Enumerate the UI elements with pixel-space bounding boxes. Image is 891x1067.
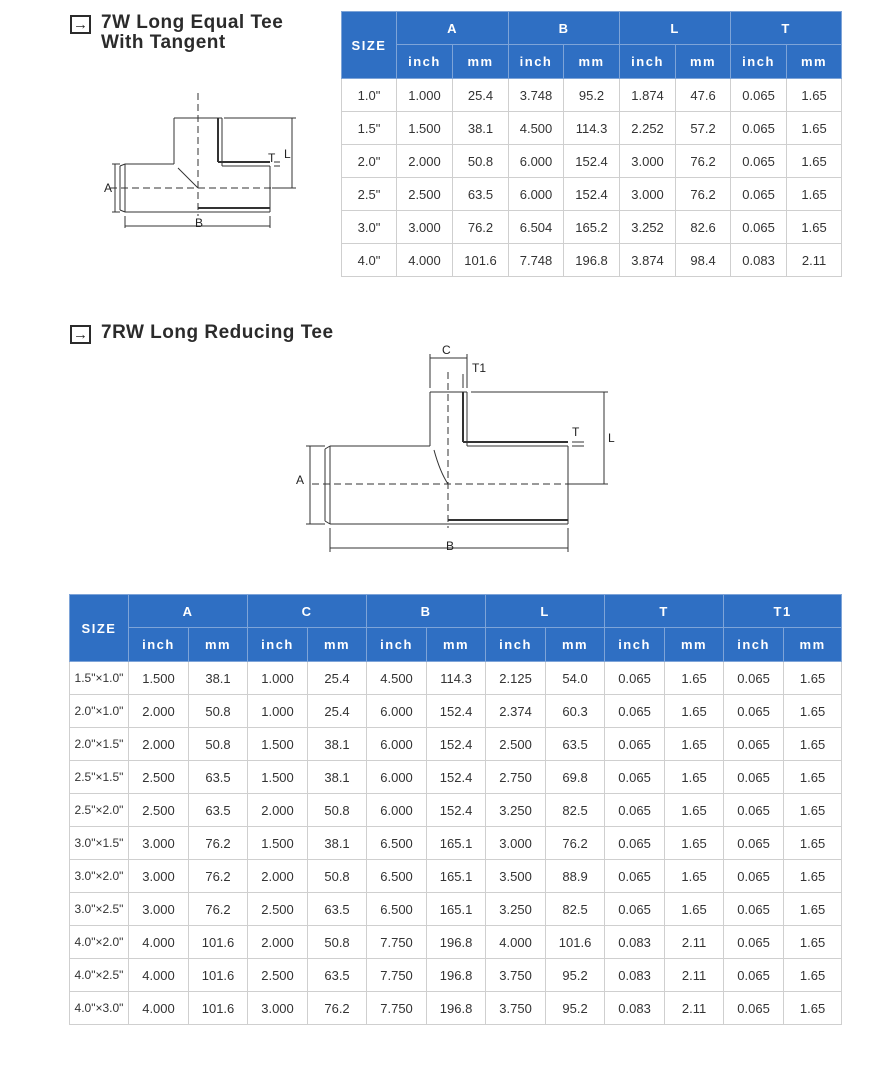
value-cell: 152.4 <box>564 178 620 211</box>
table-row <box>70 761 842 794</box>
value-cell: 50.8 <box>308 794 367 827</box>
unit-header: inch <box>724 628 784 662</box>
value-cell: 152.4 <box>564 145 620 178</box>
unit-header: inch <box>509 45 564 79</box>
unit-header: mm <box>189 628 248 662</box>
value-cell: 76.2 <box>189 827 248 860</box>
value-cell: 0.065 <box>724 893 784 926</box>
value-cell: 25.4 <box>453 79 509 112</box>
table-row <box>70 992 842 1025</box>
value-cell: 196.8 <box>427 992 486 1025</box>
value-cell: 165.1 <box>427 827 486 860</box>
value-cell: 1.65 <box>665 695 724 728</box>
value-cell: 1.65 <box>784 992 842 1025</box>
value-cell: 1.65 <box>784 827 842 860</box>
group-header: A <box>129 595 248 628</box>
size-cell: 3.0" <box>342 211 397 244</box>
table-row <box>342 178 842 211</box>
value-cell: 1.65 <box>665 827 724 860</box>
value-cell: 2.000 <box>129 695 189 728</box>
value-cell: 1.65 <box>665 728 724 761</box>
size-cell: 4.0"×3.0" <box>70 992 129 1025</box>
value-cell: 76.2 <box>453 211 509 244</box>
unit-header: inch <box>129 628 189 662</box>
value-cell: 0.083 <box>605 992 665 1025</box>
value-cell: 95.2 <box>564 79 620 112</box>
value-cell: 6.000 <box>367 794 427 827</box>
value-cell: 2.11 <box>787 244 842 277</box>
unit-header: inch <box>486 628 546 662</box>
table-row <box>70 827 842 860</box>
group-header: A <box>397 12 509 45</box>
value-cell: 1.000 <box>248 662 308 695</box>
value-cell: 7.750 <box>367 959 427 992</box>
value-cell: 165.2 <box>564 211 620 244</box>
value-cell: 2.11 <box>665 992 724 1025</box>
value-cell: 6.000 <box>367 728 427 761</box>
value-cell: 0.065 <box>605 662 665 695</box>
value-cell: 63.5 <box>453 178 509 211</box>
value-cell: 196.8 <box>427 926 486 959</box>
value-cell: 82.6 <box>676 211 731 244</box>
table-row <box>70 662 842 695</box>
value-cell: 1.500 <box>397 112 453 145</box>
size-cell: 1.5"×1.0" <box>70 662 129 695</box>
unit-header: mm <box>784 628 842 662</box>
value-cell: 57.2 <box>676 112 731 145</box>
value-cell: 0.065 <box>731 211 787 244</box>
value-cell: 50.8 <box>189 728 248 761</box>
size-cell: 2.0"×1.5" <box>70 728 129 761</box>
value-cell: 76.2 <box>676 178 731 211</box>
size-cell: 1.0" <box>342 79 397 112</box>
value-cell: 0.065 <box>724 992 784 1025</box>
value-cell: 38.1 <box>308 827 367 860</box>
value-cell: 2.500 <box>248 959 308 992</box>
value-cell: 63.5 <box>546 728 605 761</box>
value-cell: 0.065 <box>731 79 787 112</box>
value-cell: 76.2 <box>546 827 605 860</box>
value-cell: 2.500 <box>486 728 546 761</box>
value-cell: 76.2 <box>676 145 731 178</box>
value-cell: 1.500 <box>129 662 189 695</box>
section1-title <box>70 13 283 53</box>
equal-tee-drawing <box>100 88 310 233</box>
group-header: T <box>731 12 842 45</box>
group-header: B <box>367 595 486 628</box>
value-cell: 2.000 <box>129 728 189 761</box>
unit-header: mm <box>665 628 724 662</box>
value-cell: 3.874 <box>620 244 676 277</box>
value-cell: 101.6 <box>189 959 248 992</box>
group-header: C <box>248 595 367 628</box>
value-cell: 4.000 <box>486 926 546 959</box>
value-cell: 6.000 <box>367 695 427 728</box>
value-cell: 1.65 <box>787 178 842 211</box>
value-cell: 38.1 <box>308 761 367 794</box>
value-cell: 1.65 <box>665 794 724 827</box>
label-a: A <box>296 473 305 487</box>
value-cell: 3.000 <box>486 827 546 860</box>
value-cell: 0.065 <box>724 662 784 695</box>
label-l: L <box>284 147 291 161</box>
unit-header: mm <box>308 628 367 662</box>
value-cell: 2.252 <box>620 112 676 145</box>
table-row <box>70 728 842 761</box>
value-cell: 1.65 <box>665 761 724 794</box>
size-cell: 2.5"×1.5" <box>70 761 129 794</box>
value-cell: 76.2 <box>308 992 367 1025</box>
value-cell: 2.000 <box>397 145 453 178</box>
value-cell: 2.374 <box>486 695 546 728</box>
value-cell: 1.500 <box>248 827 308 860</box>
value-cell: 3.750 <box>486 959 546 992</box>
size-cell: 3.0"×2.5" <box>70 893 129 926</box>
value-cell: 1.000 <box>397 79 453 112</box>
table-row <box>342 211 842 244</box>
size-cell: 3.0"×1.5" <box>70 827 129 860</box>
group-header: T1 <box>724 595 842 628</box>
value-cell: 3.250 <box>486 794 546 827</box>
equal-tee-spec-table <box>341 11 842 277</box>
value-cell: 0.065 <box>731 112 787 145</box>
value-cell: 1.65 <box>665 860 724 893</box>
value-cell: 0.083 <box>605 926 665 959</box>
value-cell: 0.065 <box>605 794 665 827</box>
value-cell: 3.000 <box>129 827 189 860</box>
group-header: L <box>486 595 605 628</box>
label-l: L <box>608 431 615 445</box>
value-cell: 82.5 <box>546 893 605 926</box>
value-cell: 0.065 <box>724 926 784 959</box>
group-header: B <box>509 12 620 45</box>
value-cell: 95.2 <box>546 959 605 992</box>
value-cell: 98.4 <box>676 244 731 277</box>
value-cell: 2.500 <box>129 794 189 827</box>
value-cell: 3.748 <box>509 79 564 112</box>
value-cell: 152.4 <box>427 794 486 827</box>
value-cell: 6.504 <box>509 211 564 244</box>
value-cell: 60.3 <box>546 695 605 728</box>
label-t1: T1 <box>472 361 487 375</box>
value-cell: 63.5 <box>308 959 367 992</box>
value-cell: 7.750 <box>367 926 427 959</box>
value-cell: 47.6 <box>676 79 731 112</box>
value-cell: 63.5 <box>189 794 248 827</box>
table-row <box>70 893 842 926</box>
value-cell: 1.65 <box>784 728 842 761</box>
value-cell: 0.065 <box>724 794 784 827</box>
value-cell: 0.065 <box>724 959 784 992</box>
label-b: B <box>195 216 204 230</box>
value-cell: 4.000 <box>129 959 189 992</box>
value-cell: 114.3 <box>427 662 486 695</box>
unit-header: inch <box>620 45 676 79</box>
unit-header: mm <box>564 45 620 79</box>
value-cell: 50.8 <box>308 860 367 893</box>
value-cell: 1.65 <box>665 893 724 926</box>
value-cell: 25.4 <box>308 662 367 695</box>
value-cell: 2.11 <box>665 926 724 959</box>
size-header: SIZE <box>70 595 129 662</box>
value-cell: 3.250 <box>486 893 546 926</box>
value-cell: 152.4 <box>427 761 486 794</box>
value-cell: 3.750 <box>486 992 546 1025</box>
value-cell: 1.65 <box>784 794 842 827</box>
value-cell: 1.65 <box>784 695 842 728</box>
value-cell: 3.000 <box>397 211 453 244</box>
unit-header: mm <box>787 45 842 79</box>
label-a: A <box>104 181 113 195</box>
value-cell: 2.125 <box>486 662 546 695</box>
table-row <box>342 244 842 277</box>
value-cell: 63.5 <box>189 761 248 794</box>
value-cell: 25.4 <box>308 695 367 728</box>
value-cell: 165.1 <box>427 893 486 926</box>
table-row <box>342 145 842 178</box>
group-header: L <box>620 12 731 45</box>
value-cell: 0.065 <box>605 728 665 761</box>
value-cell: 6.500 <box>367 860 427 893</box>
value-cell: 165.1 <box>427 860 486 893</box>
value-cell: 152.4 <box>427 695 486 728</box>
value-cell: 82.5 <box>546 794 605 827</box>
value-cell: 54.0 <box>546 662 605 695</box>
value-cell: 69.8 <box>546 761 605 794</box>
label-t: T <box>268 151 276 165</box>
value-cell: 1.65 <box>784 662 842 695</box>
label-c: C <box>442 343 451 357</box>
section1-title-line2: With Tangent <box>101 32 226 53</box>
size-cell: 2.0"×1.0" <box>70 695 129 728</box>
value-cell: 3.252 <box>620 211 676 244</box>
unit-header: inch <box>605 628 665 662</box>
label-t: T <box>572 425 580 439</box>
unit-header: inch <box>367 628 427 662</box>
value-cell: 2.750 <box>486 761 546 794</box>
table-row <box>70 959 842 992</box>
value-cell: 3.000 <box>129 893 189 926</box>
value-cell: 50.8 <box>453 145 509 178</box>
table-row <box>70 794 842 827</box>
value-cell: 1.65 <box>787 79 842 112</box>
value-cell: 6.000 <box>509 178 564 211</box>
value-cell: 4.000 <box>129 926 189 959</box>
value-cell: 1.874 <box>620 79 676 112</box>
value-cell: 0.065 <box>724 728 784 761</box>
size-cell: 2.5"×2.0" <box>70 794 129 827</box>
value-cell: 1.65 <box>784 959 842 992</box>
value-cell: 101.6 <box>453 244 509 277</box>
arrow-right-box-icon: → <box>70 15 91 34</box>
value-cell: 2.500 <box>248 893 308 926</box>
value-cell: 7.748 <box>509 244 564 277</box>
value-cell: 101.6 <box>546 926 605 959</box>
value-cell: 38.1 <box>189 662 248 695</box>
value-cell: 0.065 <box>731 145 787 178</box>
arrow-right-box-icon: → <box>70 325 91 344</box>
value-cell: 101.6 <box>189 926 248 959</box>
value-cell: 4.000 <box>129 992 189 1025</box>
value-cell: 2.500 <box>397 178 453 211</box>
value-cell: 3.000 <box>620 145 676 178</box>
value-cell: 0.083 <box>731 244 787 277</box>
unit-header: mm <box>453 45 509 79</box>
value-cell: 1.65 <box>787 112 842 145</box>
label-b: B <box>446 539 455 553</box>
value-cell: 3.500 <box>486 860 546 893</box>
table-row <box>70 926 842 959</box>
value-cell: 3.000 <box>620 178 676 211</box>
value-cell: 101.6 <box>189 992 248 1025</box>
value-cell: 1.65 <box>665 662 724 695</box>
size-cell: 2.5" <box>342 178 397 211</box>
value-cell: 0.065 <box>605 827 665 860</box>
size-cell: 4.0"×2.0" <box>70 926 129 959</box>
unit-header: inch <box>731 45 787 79</box>
value-cell: 4.500 <box>509 112 564 145</box>
size-cell: 4.0" <box>342 244 397 277</box>
value-cell: 0.065 <box>724 827 784 860</box>
table-row <box>342 112 842 145</box>
value-cell: 76.2 <box>189 860 248 893</box>
value-cell: 4.500 <box>367 662 427 695</box>
value-cell: 114.3 <box>564 112 620 145</box>
value-cell: 0.065 <box>724 695 784 728</box>
value-cell: 0.083 <box>605 959 665 992</box>
value-cell: 1.65 <box>787 145 842 178</box>
value-cell: 1.500 <box>248 761 308 794</box>
section1-title-line1: 7W Long Equal Tee <box>101 12 284 33</box>
value-cell: 6.500 <box>367 893 427 926</box>
value-cell: 152.4 <box>427 728 486 761</box>
value-cell: 0.065 <box>724 761 784 794</box>
unit-header: inch <box>397 45 453 79</box>
unit-header: inch <box>248 628 308 662</box>
value-cell: 1.65 <box>784 893 842 926</box>
value-cell: 0.065 <box>605 695 665 728</box>
value-cell: 0.065 <box>724 860 784 893</box>
value-cell: 0.065 <box>605 761 665 794</box>
section2-title-text: 7RW Long Reducing Tee <box>101 322 334 343</box>
group-header: T <box>605 595 724 628</box>
unit-header: mm <box>546 628 605 662</box>
size-cell: 1.5" <box>342 112 397 145</box>
unit-header: mm <box>676 45 731 79</box>
value-cell: 38.1 <box>453 112 509 145</box>
value-cell: 63.5 <box>308 893 367 926</box>
reducing-tee-spec-table <box>69 594 842 1025</box>
unit-header: mm <box>427 628 486 662</box>
value-cell: 50.8 <box>308 926 367 959</box>
value-cell: 2.11 <box>665 959 724 992</box>
value-cell: 76.2 <box>189 893 248 926</box>
table-row <box>70 860 842 893</box>
value-cell: 3.000 <box>248 992 308 1025</box>
size-cell: 2.0" <box>342 145 397 178</box>
value-cell: 196.8 <box>564 244 620 277</box>
reducing-tee-drawing <box>292 340 622 558</box>
value-cell: 50.8 <box>189 695 248 728</box>
value-cell: 1.65 <box>784 926 842 959</box>
value-cell: 4.000 <box>397 244 453 277</box>
value-cell: 1.000 <box>248 695 308 728</box>
table-row <box>70 695 842 728</box>
value-cell: 196.8 <box>427 959 486 992</box>
value-cell: 6.000 <box>509 145 564 178</box>
value-cell: 2.500 <box>129 761 189 794</box>
value-cell: 6.500 <box>367 827 427 860</box>
value-cell: 6.000 <box>367 761 427 794</box>
value-cell: 2.000 <box>248 926 308 959</box>
value-cell: 0.065 <box>731 178 787 211</box>
table-row <box>342 79 842 112</box>
value-cell: 1.500 <box>248 728 308 761</box>
size-header: SIZE <box>342 12 397 79</box>
value-cell: 88.9 <box>546 860 605 893</box>
value-cell: 95.2 <box>546 992 605 1025</box>
value-cell: 2.000 <box>248 794 308 827</box>
value-cell: 0.065 <box>605 860 665 893</box>
value-cell: 2.000 <box>248 860 308 893</box>
value-cell: 0.065 <box>605 893 665 926</box>
value-cell: 3.000 <box>129 860 189 893</box>
value-cell: 1.65 <box>784 860 842 893</box>
size-cell: 3.0"×2.0" <box>70 860 129 893</box>
value-cell: 1.65 <box>787 211 842 244</box>
value-cell: 7.750 <box>367 992 427 1025</box>
value-cell: 1.65 <box>784 761 842 794</box>
value-cell: 38.1 <box>308 728 367 761</box>
size-cell: 4.0"×2.5" <box>70 959 129 992</box>
